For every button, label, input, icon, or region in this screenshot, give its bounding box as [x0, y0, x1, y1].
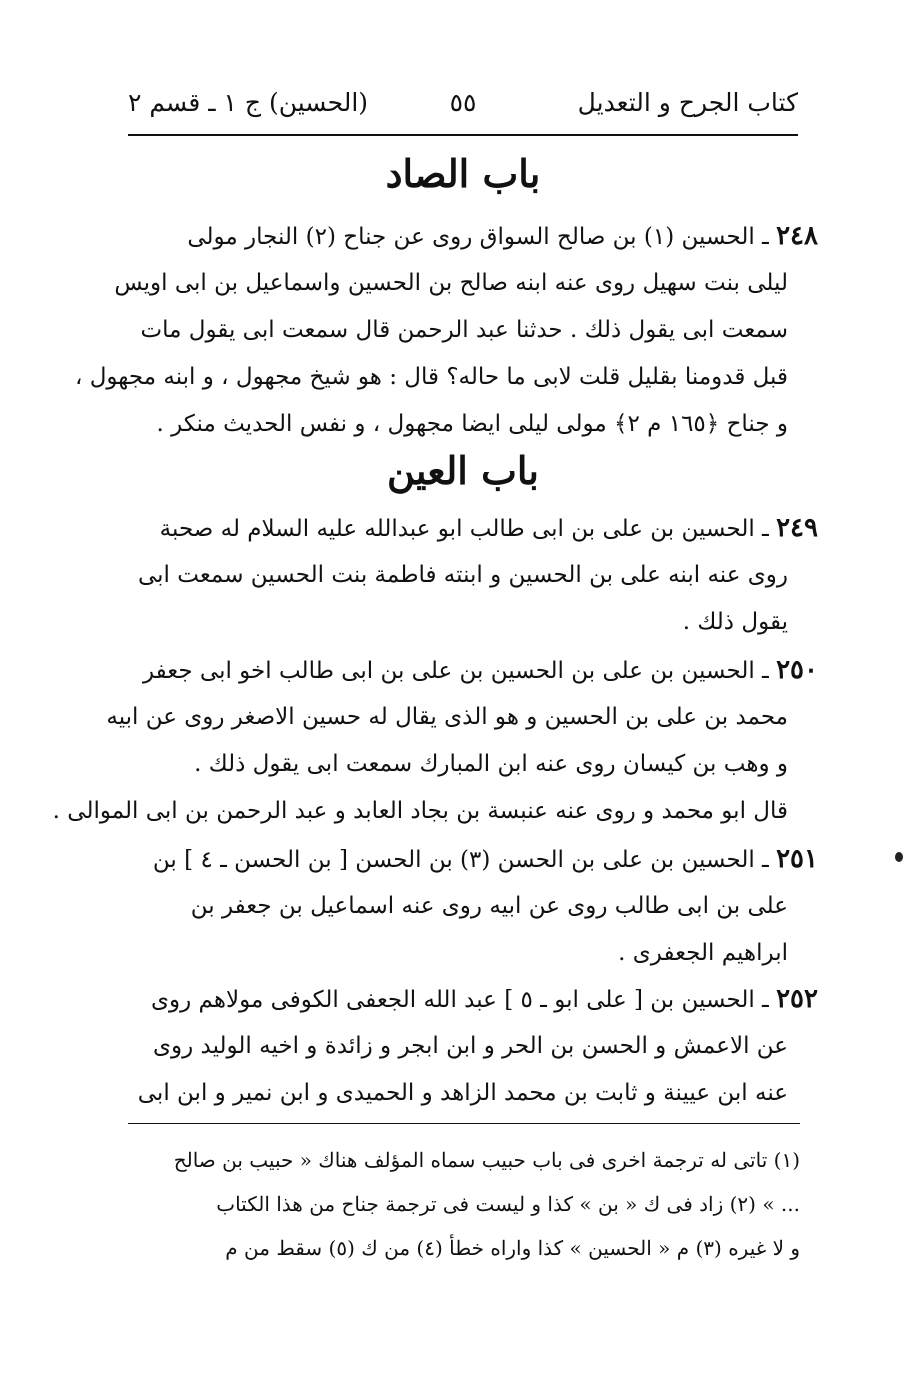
entry-line: ليلى بنت سهيل روى عنه ابنه صالح بن الحسين واسماعيل بن ابى اويس	[114, 270, 788, 296]
entry-248	[74, 213, 818, 448]
entry-line: ابراهيم الجعفرى .	[618, 940, 788, 966]
entry-line: قبل قدومنا بقليل قلت لابى ما حاله؟ قال : هو شيخ مجهول ، و ابنه مجهول ،	[74, 364, 788, 390]
entry-252	[128, 976, 818, 1117]
footnote-line: و لا غيره (٣) م « الحسين » كذا واراه خطأ (٤) من ك (٥) سقط من م	[225, 1236, 800, 1260]
entry-line: ٢٤٨ ـ الحسين (١) بن صالح السواق روى عن جناح (٢) النجار مولى	[187, 221, 818, 251]
entry-line: سمعت ابى يقول ذلك . حدثنا عبد الرحمن قال سمعت ابى يقول مات	[140, 317, 788, 343]
running-header	[128, 78, 798, 126]
book-title: كتاب الجرح و التعديل	[577, 87, 798, 117]
header-rule	[128, 134, 798, 136]
entry-250	[52, 647, 818, 835]
section-title-ayn: باب العين	[386, 448, 540, 493]
footnote-rule	[128, 1123, 800, 1124]
entry-line: و جناح ﴿١٦٥ م ٢﴾ مولى ليلى ايضا مجهول ، و نفس الحديث منكر .	[156, 411, 788, 437]
margin-mark	[895, 852, 903, 862]
entry-line: يقول ذلك .	[682, 609, 788, 635]
entry-line: و وهب بن كيسان روى عنه ابن المبارك سمعت ابى يقول ذلك .	[194, 751, 788, 777]
footnote-line: (١) تاتى له ترجمة اخرى فى باب حبيب سماه المؤلف هناك « حبيب بن صالح	[173, 1148, 800, 1172]
entry-line: ٢٥٠ ـ الحسين بن على بن الحسين بن على بن ابى طالب اخو ابى جعفر	[142, 655, 818, 685]
entry-line: ٢٥١ ـ الحسين بن على بن الحسن (٣) بن الحسن [ بن الحسن ـ ٤ ] بن	[152, 844, 818, 874]
entry-number: ٢٥٠	[776, 655, 818, 685]
entry-line: روى عنه ابنه على بن الحسين و ابنته فاطمة بنت الحسين سمعت ابى	[137, 562, 788, 588]
entry-line: قال ابو محمد و روى عنه عنبسة بن بجاد العابد و عبد الرحمن بن ابى الموالى .	[52, 798, 788, 824]
entry-249	[128, 505, 818, 646]
entry-number: ٢٤٩	[776, 513, 818, 543]
page-number: ٥٥	[449, 87, 477, 117]
footnote-line: ... » (٢) زاد فى ك « بن » كذا و ليست فى ترجمة جناح من هذا الكتاب	[216, 1192, 800, 1216]
entry-line: ٢٤٩ ـ الحسين بن على بن ابى طالب ابو عبدالله عليه السلام له صحبة	[159, 513, 818, 543]
footnotes	[128, 1138, 800, 1270]
section-title-sad: باب الصاد	[385, 151, 541, 196]
entry-line: عن الاعمش و الحسن بن الحر و ابن ابجر و زائدة و اخيه الوليد روى	[152, 1033, 788, 1059]
entry-number: ٢٥١	[776, 844, 818, 874]
entry-number: ٢٥٢	[776, 984, 818, 1014]
entry-line: على بن ابى طالب روى عن ابيه روى عنه اسماعيل بن جعفر بن	[190, 893, 788, 919]
entry-251	[128, 836, 818, 977]
entry-line: ٢٥٢ ـ الحسين بن [ على ابو ـ ٥ ] عبد الله الجعفى الكوفى مولاهم روى	[150, 984, 818, 1014]
volume-info: (الحسين) ج ١ ـ قسم ٢	[128, 87, 369, 117]
entry-line: محمد بن على بن الحسين و هو الذى يقال له حسين الاصغر روى عن ابيه	[106, 704, 788, 730]
entry-number: ٢٤٨	[776, 221, 818, 251]
entry-line: عنه ابن عيينة و ثابت بن محمد الزاهد و الحميدى و ابن نمير و ابن ابى	[137, 1080, 788, 1106]
